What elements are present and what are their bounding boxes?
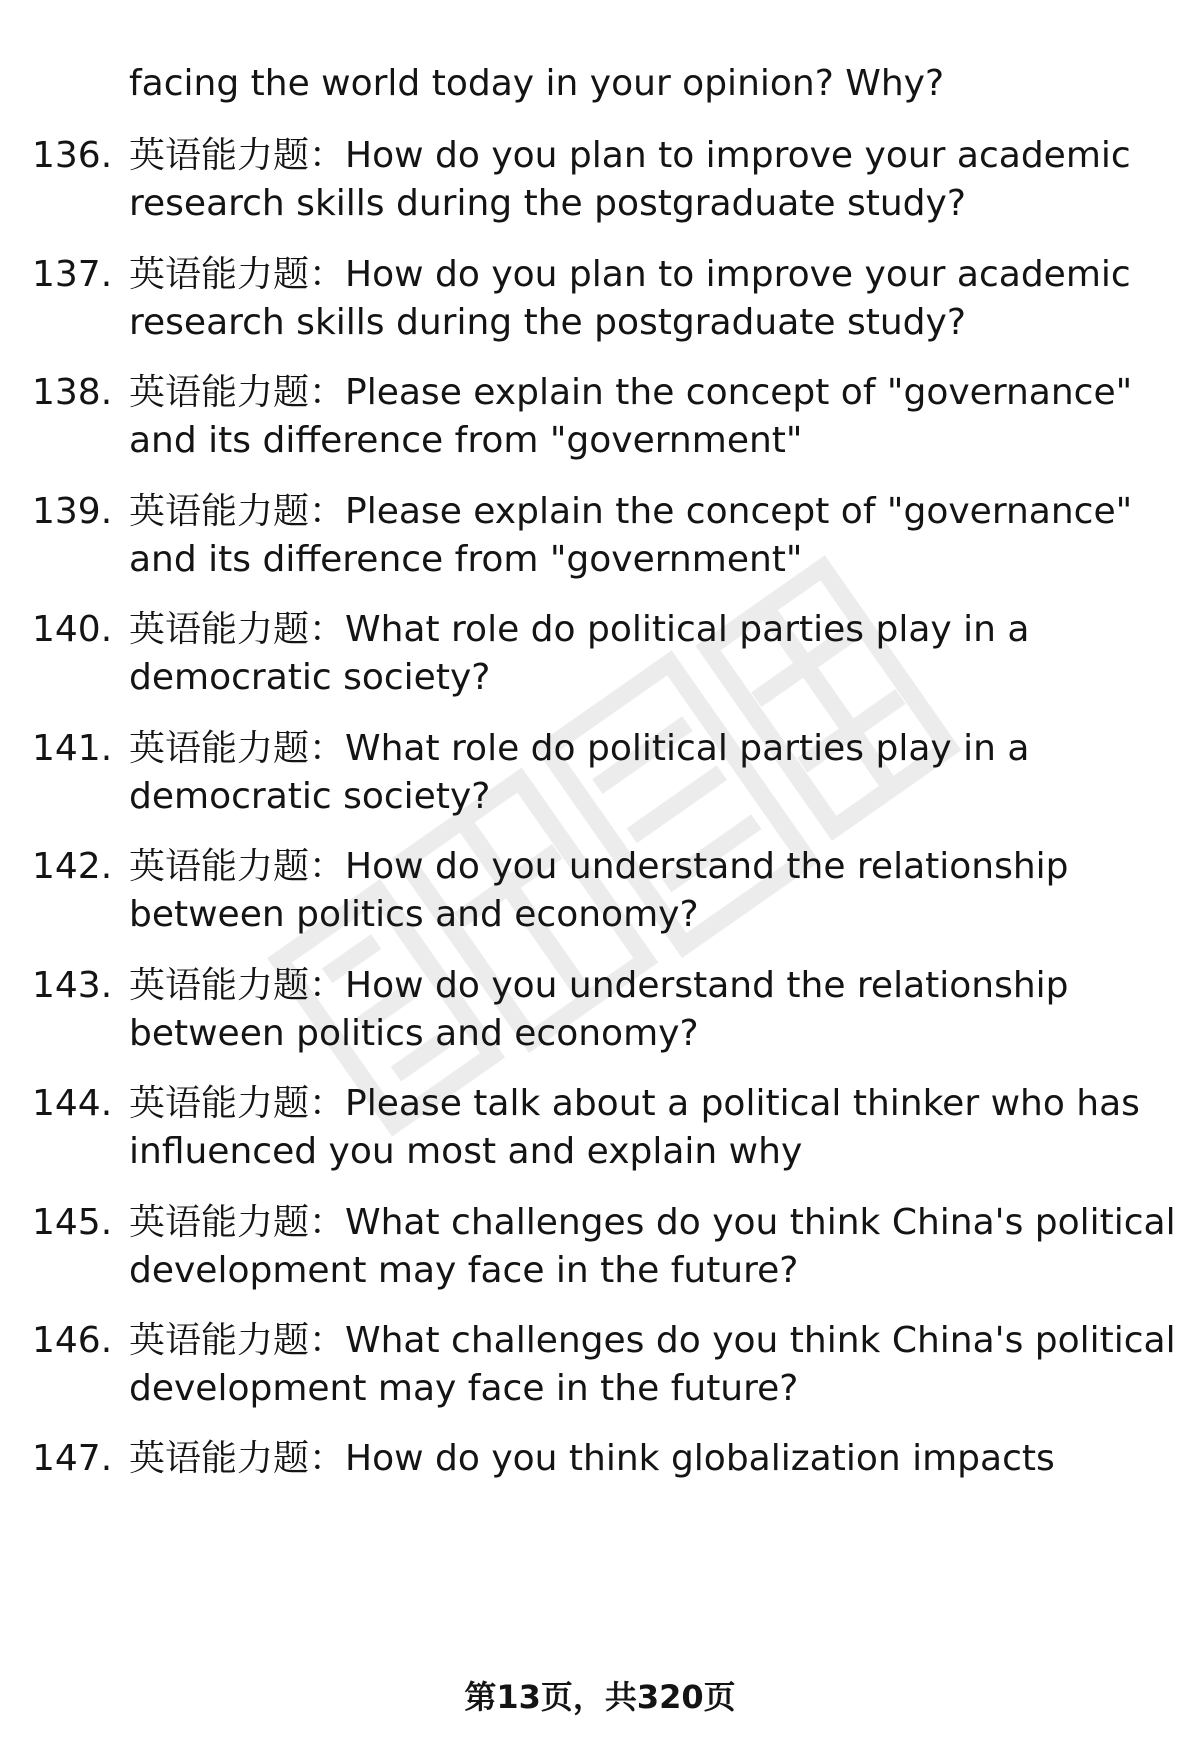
question-number: 138. xyxy=(32,372,113,413)
question-text xyxy=(129,843,1169,939)
question-line-2: between politics and economy? xyxy=(129,1013,699,1054)
question-line xyxy=(129,1435,1169,1483)
question-line-1: Please explain the concept of "governance" xyxy=(345,491,1133,532)
question-line-1: What challenges do you think China's political xyxy=(345,1202,1176,1243)
question-number: 141. xyxy=(32,728,113,769)
continuation-line: facing the world today in your opinion? Why? xyxy=(129,63,945,104)
question-number: 146. xyxy=(32,1320,113,1361)
question-text xyxy=(129,369,1169,465)
question-line-2: development may face in the future? xyxy=(129,1250,799,1291)
question-line-1: What challenges do you think China's political xyxy=(345,1320,1176,1361)
question-category: 英语能力题： xyxy=(129,491,346,532)
question-category: 英语能力题： xyxy=(129,254,346,295)
question-line-2: research skills during the postgraduate study? xyxy=(129,302,966,343)
question-line xyxy=(129,1080,1169,1128)
question-number: 137. xyxy=(32,254,113,295)
question-line-2: democratic society? xyxy=(129,657,491,698)
question-category: 英语能力题： xyxy=(129,1320,346,1361)
question-line xyxy=(129,962,1169,1010)
question-line-2: democratic society? xyxy=(129,776,491,817)
question-line-1: How do you understand the relationship xyxy=(345,965,1069,1006)
question-line xyxy=(129,606,1169,654)
question-line-1: Please explain the concept of "governance" xyxy=(345,372,1133,413)
question-number: 144. xyxy=(32,1083,113,1124)
question-category: 英语能力题： xyxy=(129,609,346,650)
question-line-2: influenced you most and explain why xyxy=(129,1131,803,1172)
question-number: 139. xyxy=(32,491,113,532)
question-line xyxy=(129,251,1169,299)
question-line-2: and its difference from "government" xyxy=(129,420,803,461)
question-category: 英语能力题： xyxy=(129,1438,346,1479)
question-line-1: Please talk about a political thinker who has xyxy=(345,1083,1140,1124)
question-line-1: How do you plan to improve your academic xyxy=(345,254,1131,295)
question-category: 英语能力题： xyxy=(129,846,346,887)
question-line xyxy=(129,843,1169,891)
question-text xyxy=(129,488,1169,584)
question-category: 英语能力题： xyxy=(129,1083,346,1124)
question-line-2: and its difference from "government" xyxy=(129,539,803,580)
question-text xyxy=(129,606,1169,702)
question-text xyxy=(129,132,1169,228)
question-line-2: development may face in the future? xyxy=(129,1368,799,1409)
page-footer: 第13页，共320页 xyxy=(464,1678,736,1716)
question-line-1: How do you understand the relationship xyxy=(345,846,1069,887)
question-line xyxy=(129,1199,1176,1247)
question-number: 142. xyxy=(32,846,113,887)
question-line xyxy=(129,488,1169,536)
question-text xyxy=(129,1199,1176,1295)
question-line xyxy=(129,1317,1176,1365)
question-line-1: How do you think globalization impacts xyxy=(345,1438,1055,1479)
question-line-1: What role do political parties play in a xyxy=(345,609,1030,650)
question-category: 英语能力题： xyxy=(129,728,346,769)
question-number: 147. xyxy=(32,1438,113,1479)
question-line xyxy=(129,725,1169,773)
question-text xyxy=(129,1317,1176,1413)
question-text xyxy=(129,1080,1169,1176)
question-number: 136. xyxy=(32,135,113,176)
question-line-2: research skills during the postgraduate study? xyxy=(129,183,966,224)
question-number: 145. xyxy=(32,1202,113,1243)
question-number: 140. xyxy=(32,609,113,650)
question-line-1: How do you plan to improve your academic xyxy=(345,135,1131,176)
question-text xyxy=(129,962,1169,1058)
question-text xyxy=(129,251,1169,347)
question-line xyxy=(129,132,1169,180)
question-number: 143. xyxy=(32,965,113,1006)
question-line-2: between politics and economy? xyxy=(129,894,699,935)
question-text xyxy=(129,725,1169,821)
question-category: 英语能力题： xyxy=(129,1202,346,1243)
question-category: 英语能力题： xyxy=(129,372,346,413)
question-line-1: What role do political parties play in a xyxy=(345,728,1030,769)
question-category: 英语能力题： xyxy=(129,135,346,176)
question-text xyxy=(129,1435,1169,1483)
question-category: 英语能力题： xyxy=(129,965,346,1006)
question-line xyxy=(129,369,1169,417)
